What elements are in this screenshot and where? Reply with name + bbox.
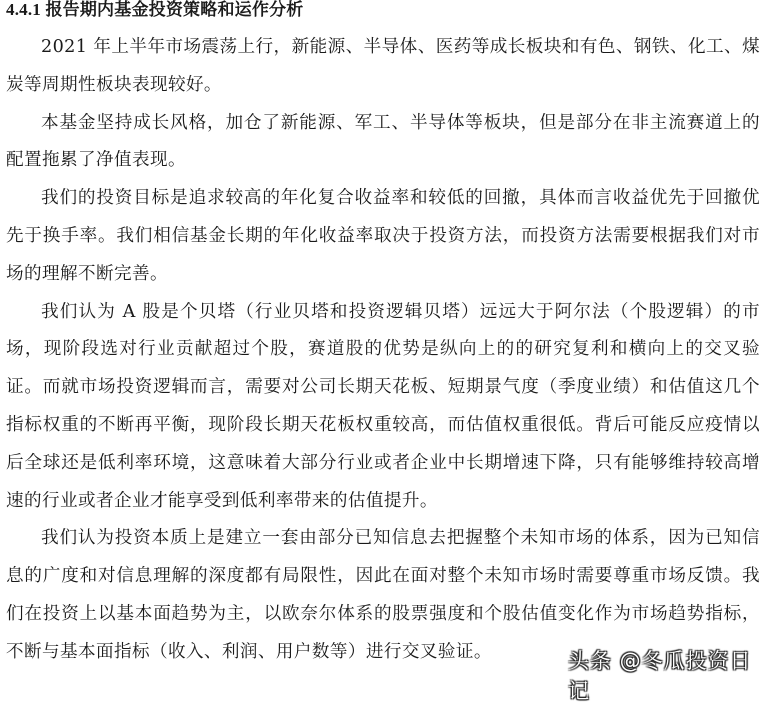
paragraph-market-view: 我们认为 A 股是个贝塔（行业贝塔和投资逻辑贝塔）远远大于阿尔法（个股逻辑）的市场，现阶段选对行业贡献超过个股，赛道股的优势是纵向上的的研究复利和横向上的交叉验证。而就市场投资逻辑而言，需要对公司长期天花板、短期景气度（季度业绩）和估值这几个指标权重的不断再平衡，现阶段长期天花板权重较高，而估值权重很低。背后可能反应疫情以后全球还是低利率环境，这意味着大部分行业或者企业中长期增速下降，只有能够维持较高增速的行业或者企业才能享受到低利率带来的估值提升。 bbox=[6, 301, 760, 511]
watermark: 头条 @冬瓜投资日记 bbox=[568, 649, 752, 703]
paragraph-market-review: 2021 年上半年市场震荡上行，新能源、半导体、医药等成长板块和有色、钢铁、化工、煤炭等周期性板块表现较好。 bbox=[6, 37, 760, 95]
section-heading: 4.4.1 报告期内基金投资策略和运作分析 bbox=[6, 0, 304, 19]
document-body bbox=[6, 0, 760, 672]
paragraph-investment-philosophy: 我们认为投资本质上是建立一套由部分已知信息去把握整个未知市场的体系，因为已知信息的广度和对信息理解的深度都有局限性，因此在面对整个未知市场时需要尊重市场反馈。我们在投资上以基本面趋势为主，以欧奈尔体系的股票强度和个股估值变化作为市场趋势指标，不断与基本面指标（收入、利润、用户数等）进行交叉验证。 bbox=[6, 528, 760, 662]
paragraph-fund-positioning: 本基金坚持成长风格，加仓了新能源、军工、半导体等板块，但是部分在非主流赛道上的配置拖累了净值表现。 bbox=[6, 112, 760, 171]
paragraph-investment-objective: 我们的投资目标是追求较高的年化复合收益率和较低的回撤，具体而言收益优先于回撤优先于换手率。我们相信基金长期的年化收益率取决于投资方法，而投资方法需要根据我们对市场的理解不断完善。 bbox=[6, 188, 760, 284]
